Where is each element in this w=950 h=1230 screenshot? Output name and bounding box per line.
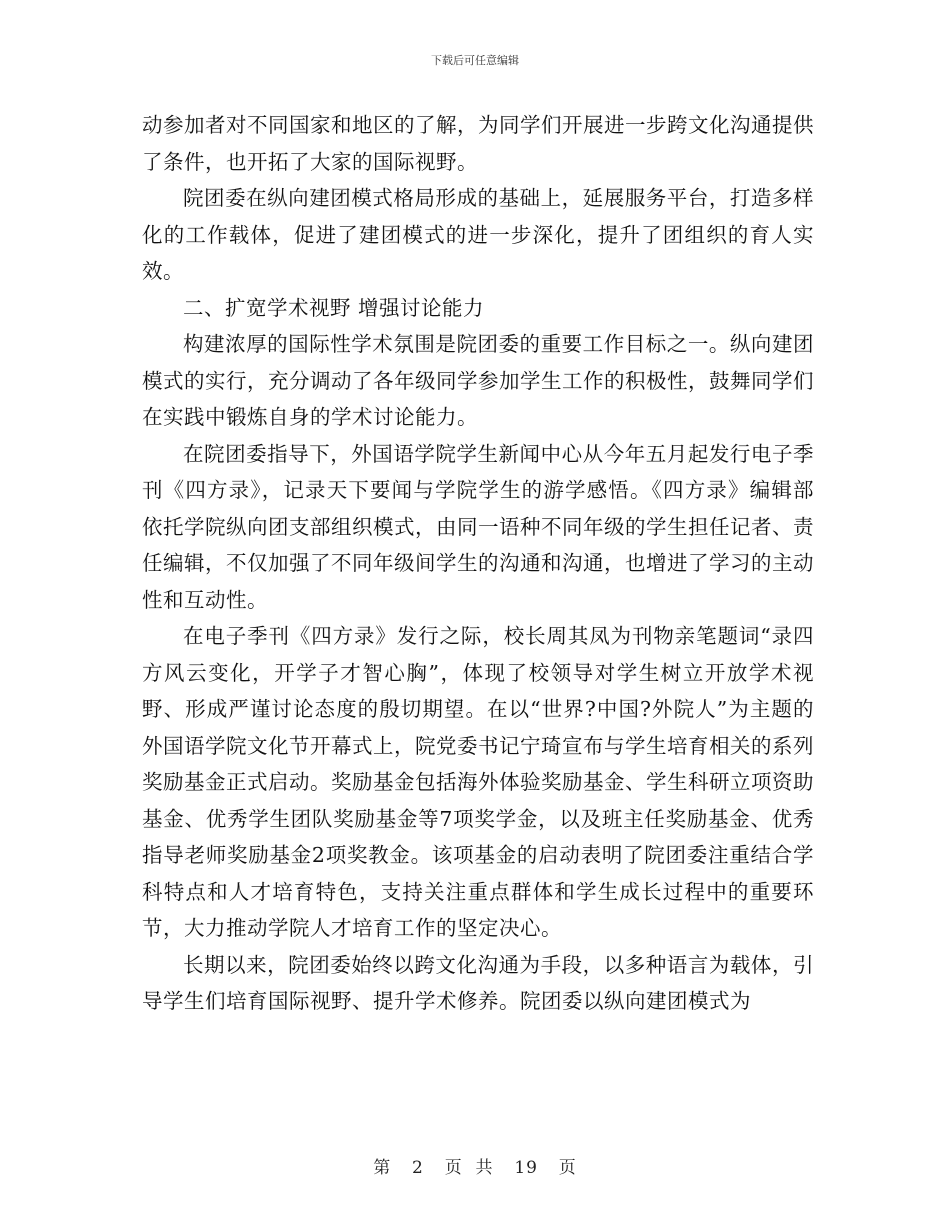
current-page-number: 2 xyxy=(412,1158,424,1178)
paragraph: 院团委在纵向建团模式格局形成的基础上，延展服务平台，打造多样化的工作载体，促进了建团模式的进一步深化，提升了团组织的育人实效。 xyxy=(142,186,814,283)
footer-prefix: 第 xyxy=(373,1158,392,1178)
total-pages-number: 19 xyxy=(514,1158,538,1178)
paragraph: 构建浓厚的国际性学术氛围是院团委的重要工作目标之一。纵向建团模式的实行，充分调动了各年级同学参加学生工作的积极性，鼓舞同学们在实践中锻炼自身的学术讨论能力。 xyxy=(142,332,814,429)
paragraph: 在院团委指导下，外国语学院学生新闻中心从今年五月起发行电子季刊《四方录》，记录天下要闻与学院学生的游学感悟。《四方录》编辑部依托学院纵向团支部组织模式，由同一语种不同年级的学生担任记者、责任编辑，不仅加强了不同年级间学生的沟通和沟通，也增进了学习的主动性和互动性。 xyxy=(142,441,814,612)
page-footer xyxy=(0,1153,950,1178)
paragraph: 长期以来，院团委始终以跨文化沟通为手段，以多种语言为载体，引导学生们培育国际视野、提升学术修养。院团委以纵向建团模式为 xyxy=(142,952,814,1013)
document-body xyxy=(142,107,814,1020)
section-heading: 二、扩宽学术视野 增强讨论能力 xyxy=(183,295,485,320)
footer-suffix: 页 xyxy=(558,1158,577,1178)
paragraph: 在电子季刊《四方录》发行之际，校长周其凤为刊物亲笔题词“录四方风云变化，开学子才智心胸”，体现了校领导对学生树立开放学术视野、形成严谨讨论态度的殷切期望。在以“世界?中国?外院人”为主题的外国语学院文化节开幕式上，院党委书记宁琦宣布与学生培育相关的系列奖励基金正式启动。奖励基金包括海外体验奖励基金、学生科研立项资助基金、优秀学生团队奖励基金等7项奖学金，以及班主任奖励基金、优秀指导老师奖励基金2项奖教金。该项基金的启动表明了院团委注重结合学科特点和人才培育特色，支持关注重点群体和学生成长过程中的重要环节，大力推动学院人才培育工作的坚定决心。 xyxy=(142,624,814,940)
page-header-note: 下载后可任意编辑 xyxy=(431,54,519,67)
footer-middle: 页 共 xyxy=(444,1158,494,1178)
paragraph-continuation: 动参加者对不同国家和地区的了解，为同学们开展进一步跨文化沟通提供了条件，也开拓了大家的国际视野。 xyxy=(142,113,814,174)
